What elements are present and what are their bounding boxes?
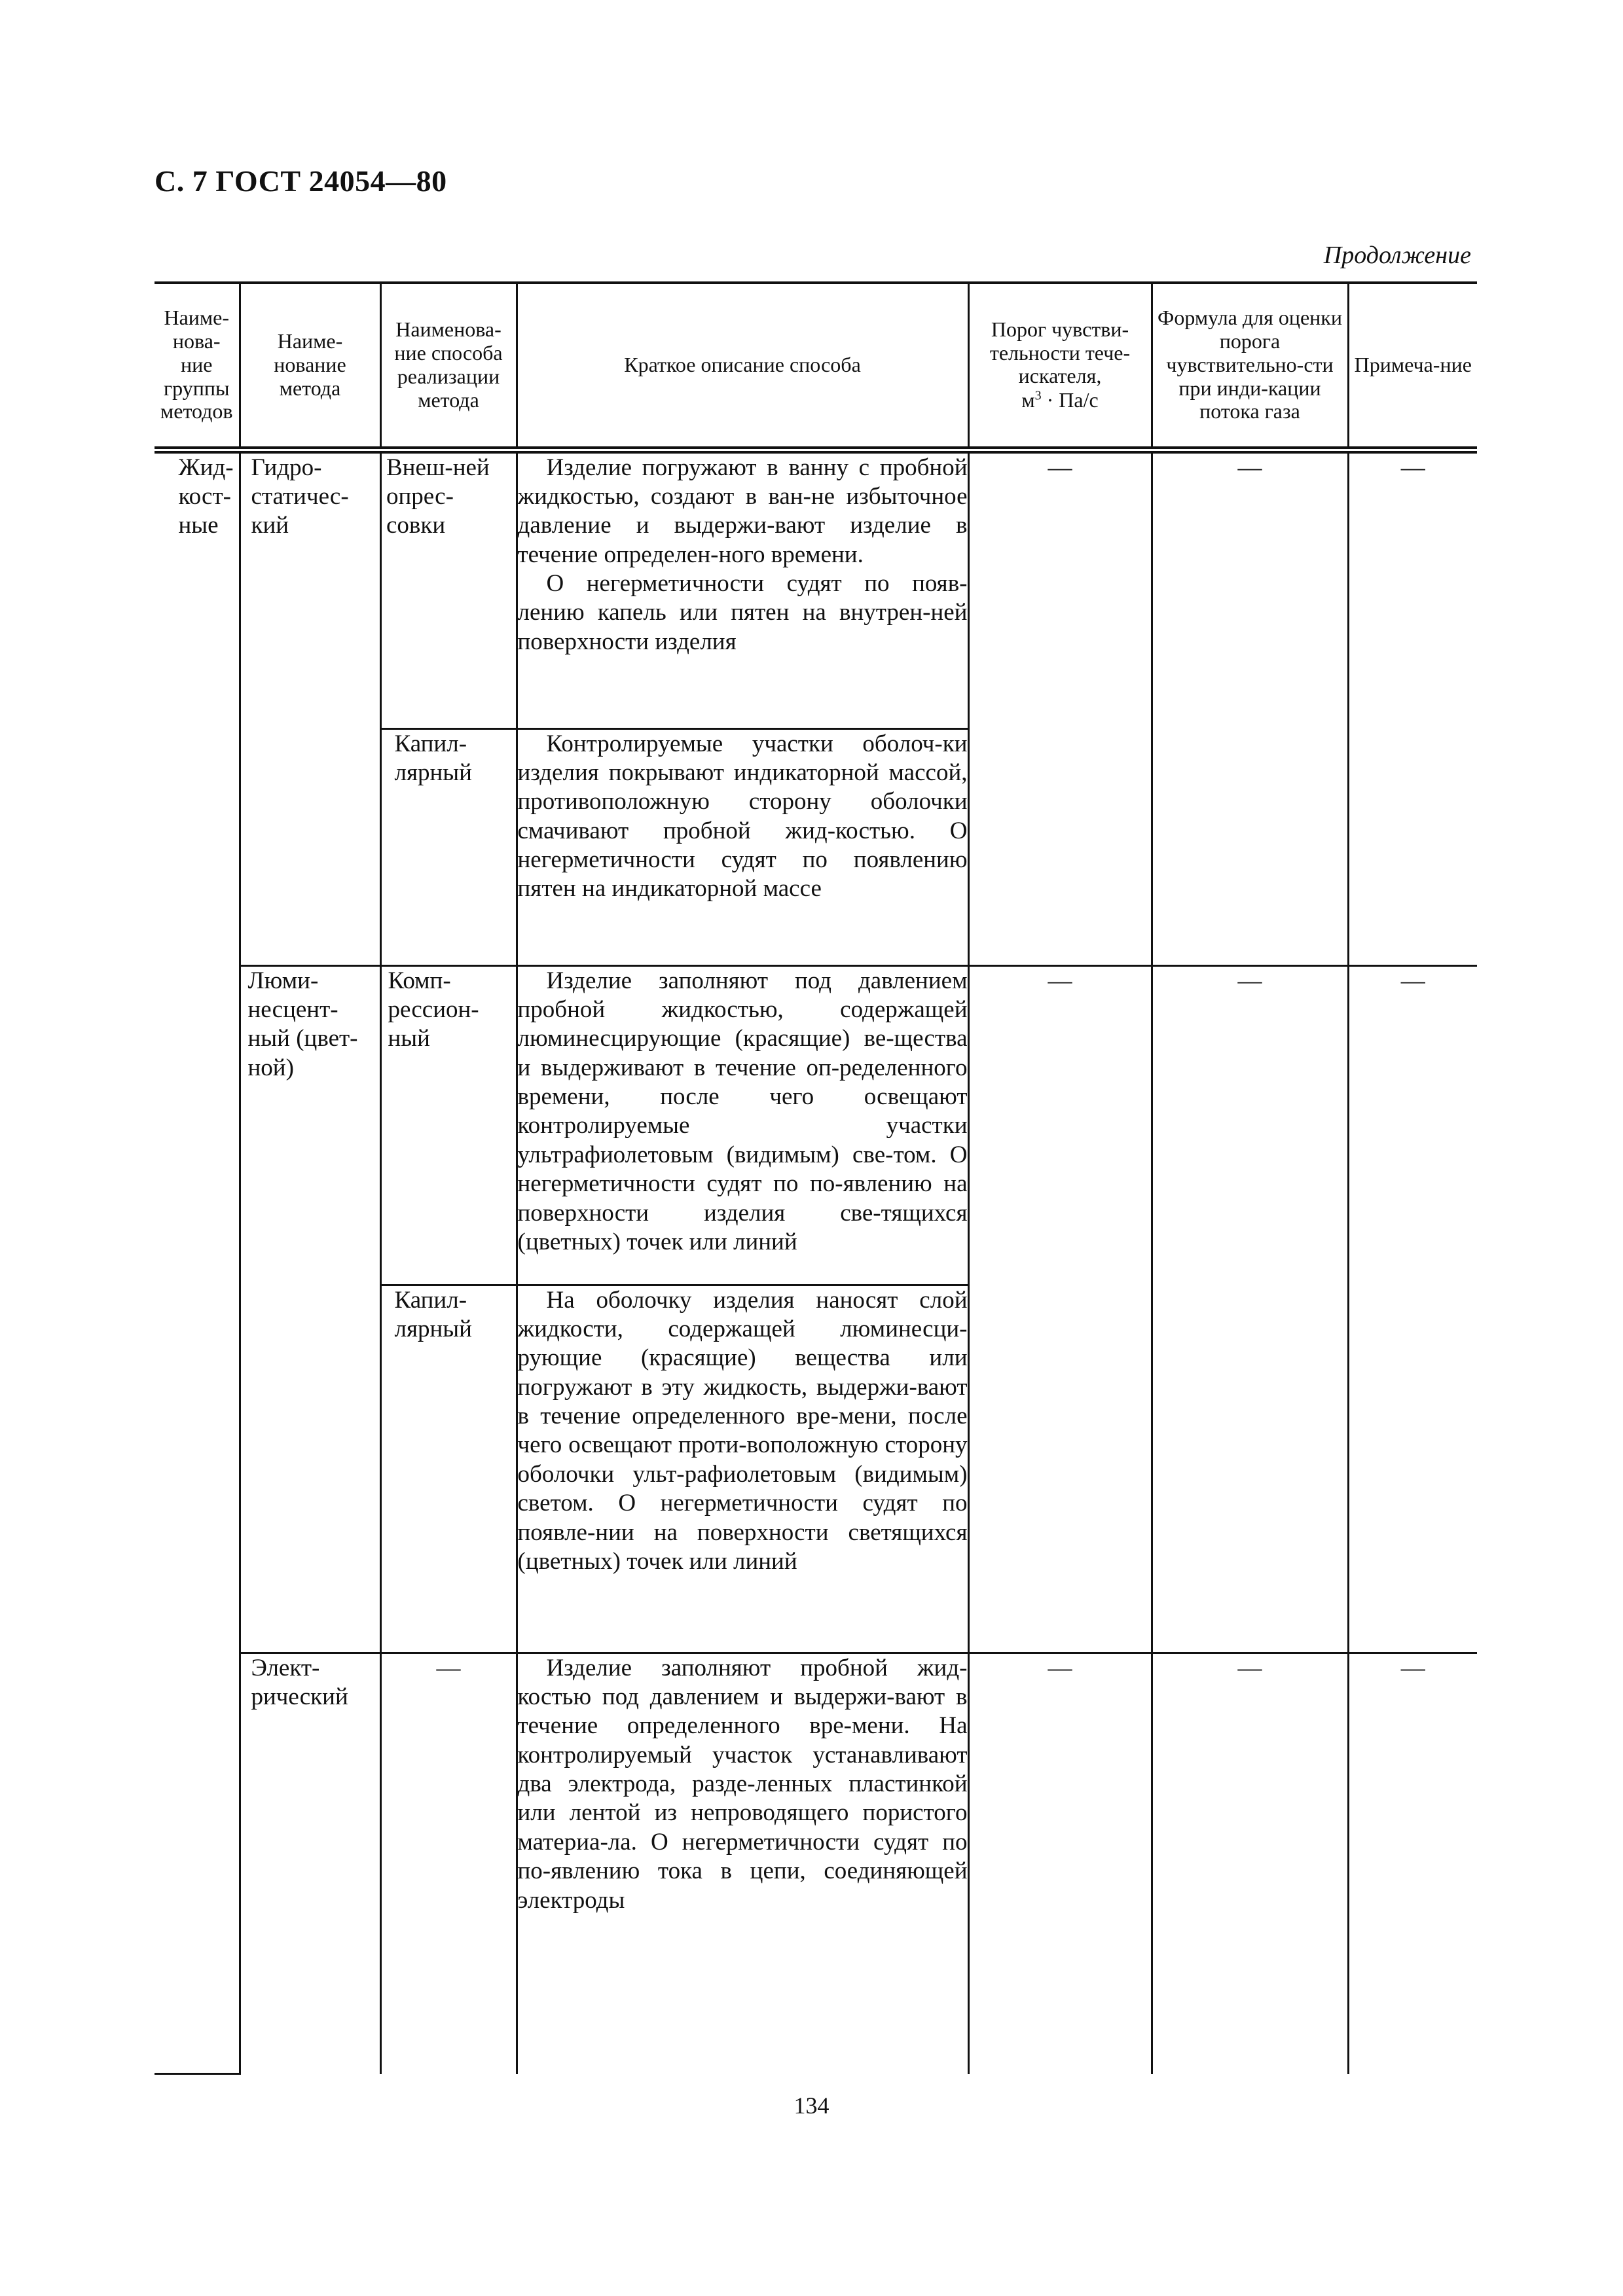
table-row: [155, 1653, 1477, 2074]
note-cell: —: [1348, 450, 1477, 965]
formula-cell: —: [1152, 1653, 1348, 2074]
header-description: Краткое описание способа: [517, 283, 968, 450]
method-name-cell: Гидро-статичес-кий: [240, 450, 380, 965]
header-formula: Формула для оценки порога чувствительно-сти при инди-кации потока газа: [1152, 283, 1348, 450]
threshold-cell: —: [968, 1653, 1152, 2074]
formula-cell: —: [1152, 965, 1348, 1653]
table-row: [155, 450, 1477, 728]
header-note: Примеча-ние: [1348, 283, 1477, 450]
formula-cell: —: [1152, 450, 1348, 965]
methods-table: [155, 281, 1477, 2075]
description-cell: Изделие заполняют пробной жид-костью под давлением и выдержи-вают в течение определенного вре-мени. На контролируемый участок устанавливают два электрода, разде-ленных пластинкой или лентой из непроводящего пористого материа-ла. О негерметичности судят по по-явлению тока в цепи, соединяющей электроды: [517, 1653, 968, 2074]
implementation-cell: Внеш-ней опрес-совки: [380, 450, 517, 728]
page-header: С. 7 ГОСТ 24054—80: [155, 164, 447, 198]
implementation-cell: Комп-рессион-ный: [380, 965, 517, 1285]
note-cell: —: [1348, 965, 1477, 1653]
header-implementation-name: Наименова-ние способа реализации метода: [380, 283, 517, 450]
header-method-name: Наиме-нование метода: [240, 283, 380, 450]
header-sensitivity-threshold: [968, 283, 1152, 450]
description-cell: Изделие заполняют под давлением пробной жидкостью, содержащей люминесцирующие (красящие) ве-щества и выдерживают в течение оп-ределенного времени, после чего освещают контролируемые участки ультрафиолетовым (видимым) све-том. О негерметичности судят по по-явлению на поверхности изделия све-тящихся (цветных) точек или линий: [517, 965, 968, 1285]
description-cell: На оболочку изделия наносят слой жидкости, содержащей люминесци-рующие (красящие) вещества или погружают в эту жидкость, выдержи-вают в течение определенного вре-мени, после чего освещают проти-воположную сторону оболочки ульт-рафиолетовым (видимым) светом. О негерметичности судят по появле-нии на поверхности светящихся (цветных) точек или линий: [517, 1285, 968, 1653]
header-threshold-label: Порог чувстви-тельности тече-искателя,: [989, 317, 1131, 388]
header-threshold-unit: $м^3 \cdot Па/с$: [1021, 387, 1099, 412]
description-cell: Контролируемые участки оболоч-ки изделия покрывают индикаторной массой, противоположную сторону оболочки смачивают пробной жид-костью. О негерметичности судят по появлению пятен на индикаторной массе: [517, 728, 968, 965]
page-number: 134: [793, 2092, 830, 2119]
note-cell: —: [1348, 1653, 1477, 2074]
group-name-cell: Жид-кост-ные: [155, 450, 240, 2074]
threshold-cell: —: [968, 965, 1152, 1653]
threshold-cell: —: [968, 450, 1152, 965]
implementation-cell: Капил-лярный: [380, 728, 517, 965]
table-header-row: [155, 283, 1477, 450]
method-name-cell: Элект-рический: [240, 1653, 380, 2074]
table-row: [155, 965, 1477, 1285]
description-cell: Изделие погружают в ванну с пробной жидкостью, создают в ван-не избыточное давление и выдержи-вают изделие в течение определен-ного времени. О негерметичности судят по появ-лению капель или пятен на внутрен-ней поверхности изделия: [517, 450, 968, 728]
continuation-label: Продолжение: [1323, 242, 1471, 269]
implementation-cell: —: [380, 1653, 517, 2074]
method-name-cell: Люми-несцент-ный (цвет-ной): [240, 965, 380, 1653]
implementation-cell: Капил-лярный: [380, 1285, 517, 1653]
header-group-name: Наиме-нова-ние группы методов: [155, 283, 240, 450]
